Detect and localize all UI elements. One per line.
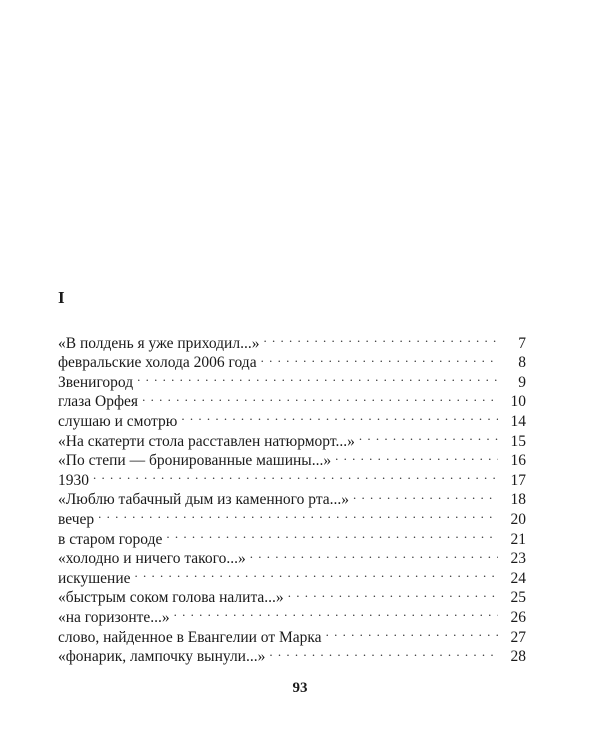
toc-entry-page: 27 — [510, 628, 526, 646]
toc-entry-page: 15 — [510, 432, 526, 450]
dot-leader — [181, 406, 498, 426]
toc-entry-page: 17 — [510, 471, 526, 489]
dot-leader — [326, 622, 498, 642]
toc-entry-title: «Люблю табачный дым из каменного рта...» — [58, 491, 350, 509]
toc-entry-page: 21 — [510, 530, 526, 548]
toc-entry-title: «В полдень я уже приходил...» — [58, 334, 260, 352]
dot-leader — [269, 642, 498, 662]
dot-leader — [353, 485, 498, 505]
toc-entry-title: искушение — [58, 569, 131, 587]
toc-entry-title: «на горизонте...» — [58, 608, 170, 626]
toc-entry — [58, 504, 526, 528]
toc-entry-title: «быстрым соком голова налита...» — [58, 589, 284, 607]
toc-entry-title: слушаю и смотрю — [58, 412, 178, 430]
toc-entry-page: 23 — [510, 550, 526, 568]
toc-entry-page: 18 — [510, 491, 526, 509]
dot-leader — [166, 524, 498, 544]
toc-entry-page: 10 — [510, 393, 526, 411]
table-of-contents — [58, 328, 526, 666]
toc-entry-page: 25 — [510, 589, 526, 607]
toc-entry-page: 26 — [510, 608, 526, 626]
toc-entry-title: «На скатерти стола расставлен натюрморт...» — [58, 432, 355, 450]
toc-entry — [58, 524, 526, 548]
toc-entry-title: слово, найденное в Евангелии от Марка — [58, 628, 322, 646]
dot-leader — [250, 544, 498, 564]
toc-entry-title: «По степи — бронированные машины...» — [58, 452, 332, 470]
dot-leader — [137, 367, 498, 387]
toc-entry-page: 20 — [510, 510, 526, 528]
toc-entry-page: 16 — [510, 452, 526, 470]
section-heading: I — [58, 288, 65, 307]
dot-leader — [359, 426, 498, 446]
toc-entry-title: 1930 — [58, 471, 89, 489]
page-number: 93 — [292, 680, 308, 696]
dot-leader — [288, 583, 498, 603]
dot-leader — [93, 465, 498, 485]
toc-entry — [58, 485, 526, 509]
dot-leader — [335, 446, 498, 466]
toc-entry-title: февральские холода 2006 года — [58, 354, 257, 372]
dot-leader — [135, 563, 498, 583]
toc-entry-title: Звенигород — [58, 373, 134, 391]
dot-leader — [263, 328, 498, 348]
toc-entry-title: глаза Орфея — [58, 393, 139, 411]
toc-entry-title: в старом городе — [58, 530, 163, 548]
dot-leader — [174, 602, 498, 622]
toc-entry — [58, 328, 526, 352]
toc-entry-page: 14 — [510, 412, 526, 430]
toc-entry-page: 9 — [518, 373, 526, 391]
toc-entry-title: вечер — [58, 510, 95, 528]
toc-entry-title: «фонарик, лампочку вынули...» — [58, 648, 266, 666]
toc-entry-page: 8 — [518, 354, 526, 372]
dot-leader — [142, 387, 498, 407]
toc-entry — [58, 465, 526, 489]
dot-leader — [261, 348, 498, 368]
toc-entry-title: «холодно и ничего такого...» — [58, 550, 246, 568]
toc-entry-page: 24 — [510, 569, 526, 587]
toc-entry-page: 28 — [510, 648, 526, 666]
toc-entry-page: 7 — [518, 334, 526, 352]
dot-leader — [98, 504, 498, 524]
